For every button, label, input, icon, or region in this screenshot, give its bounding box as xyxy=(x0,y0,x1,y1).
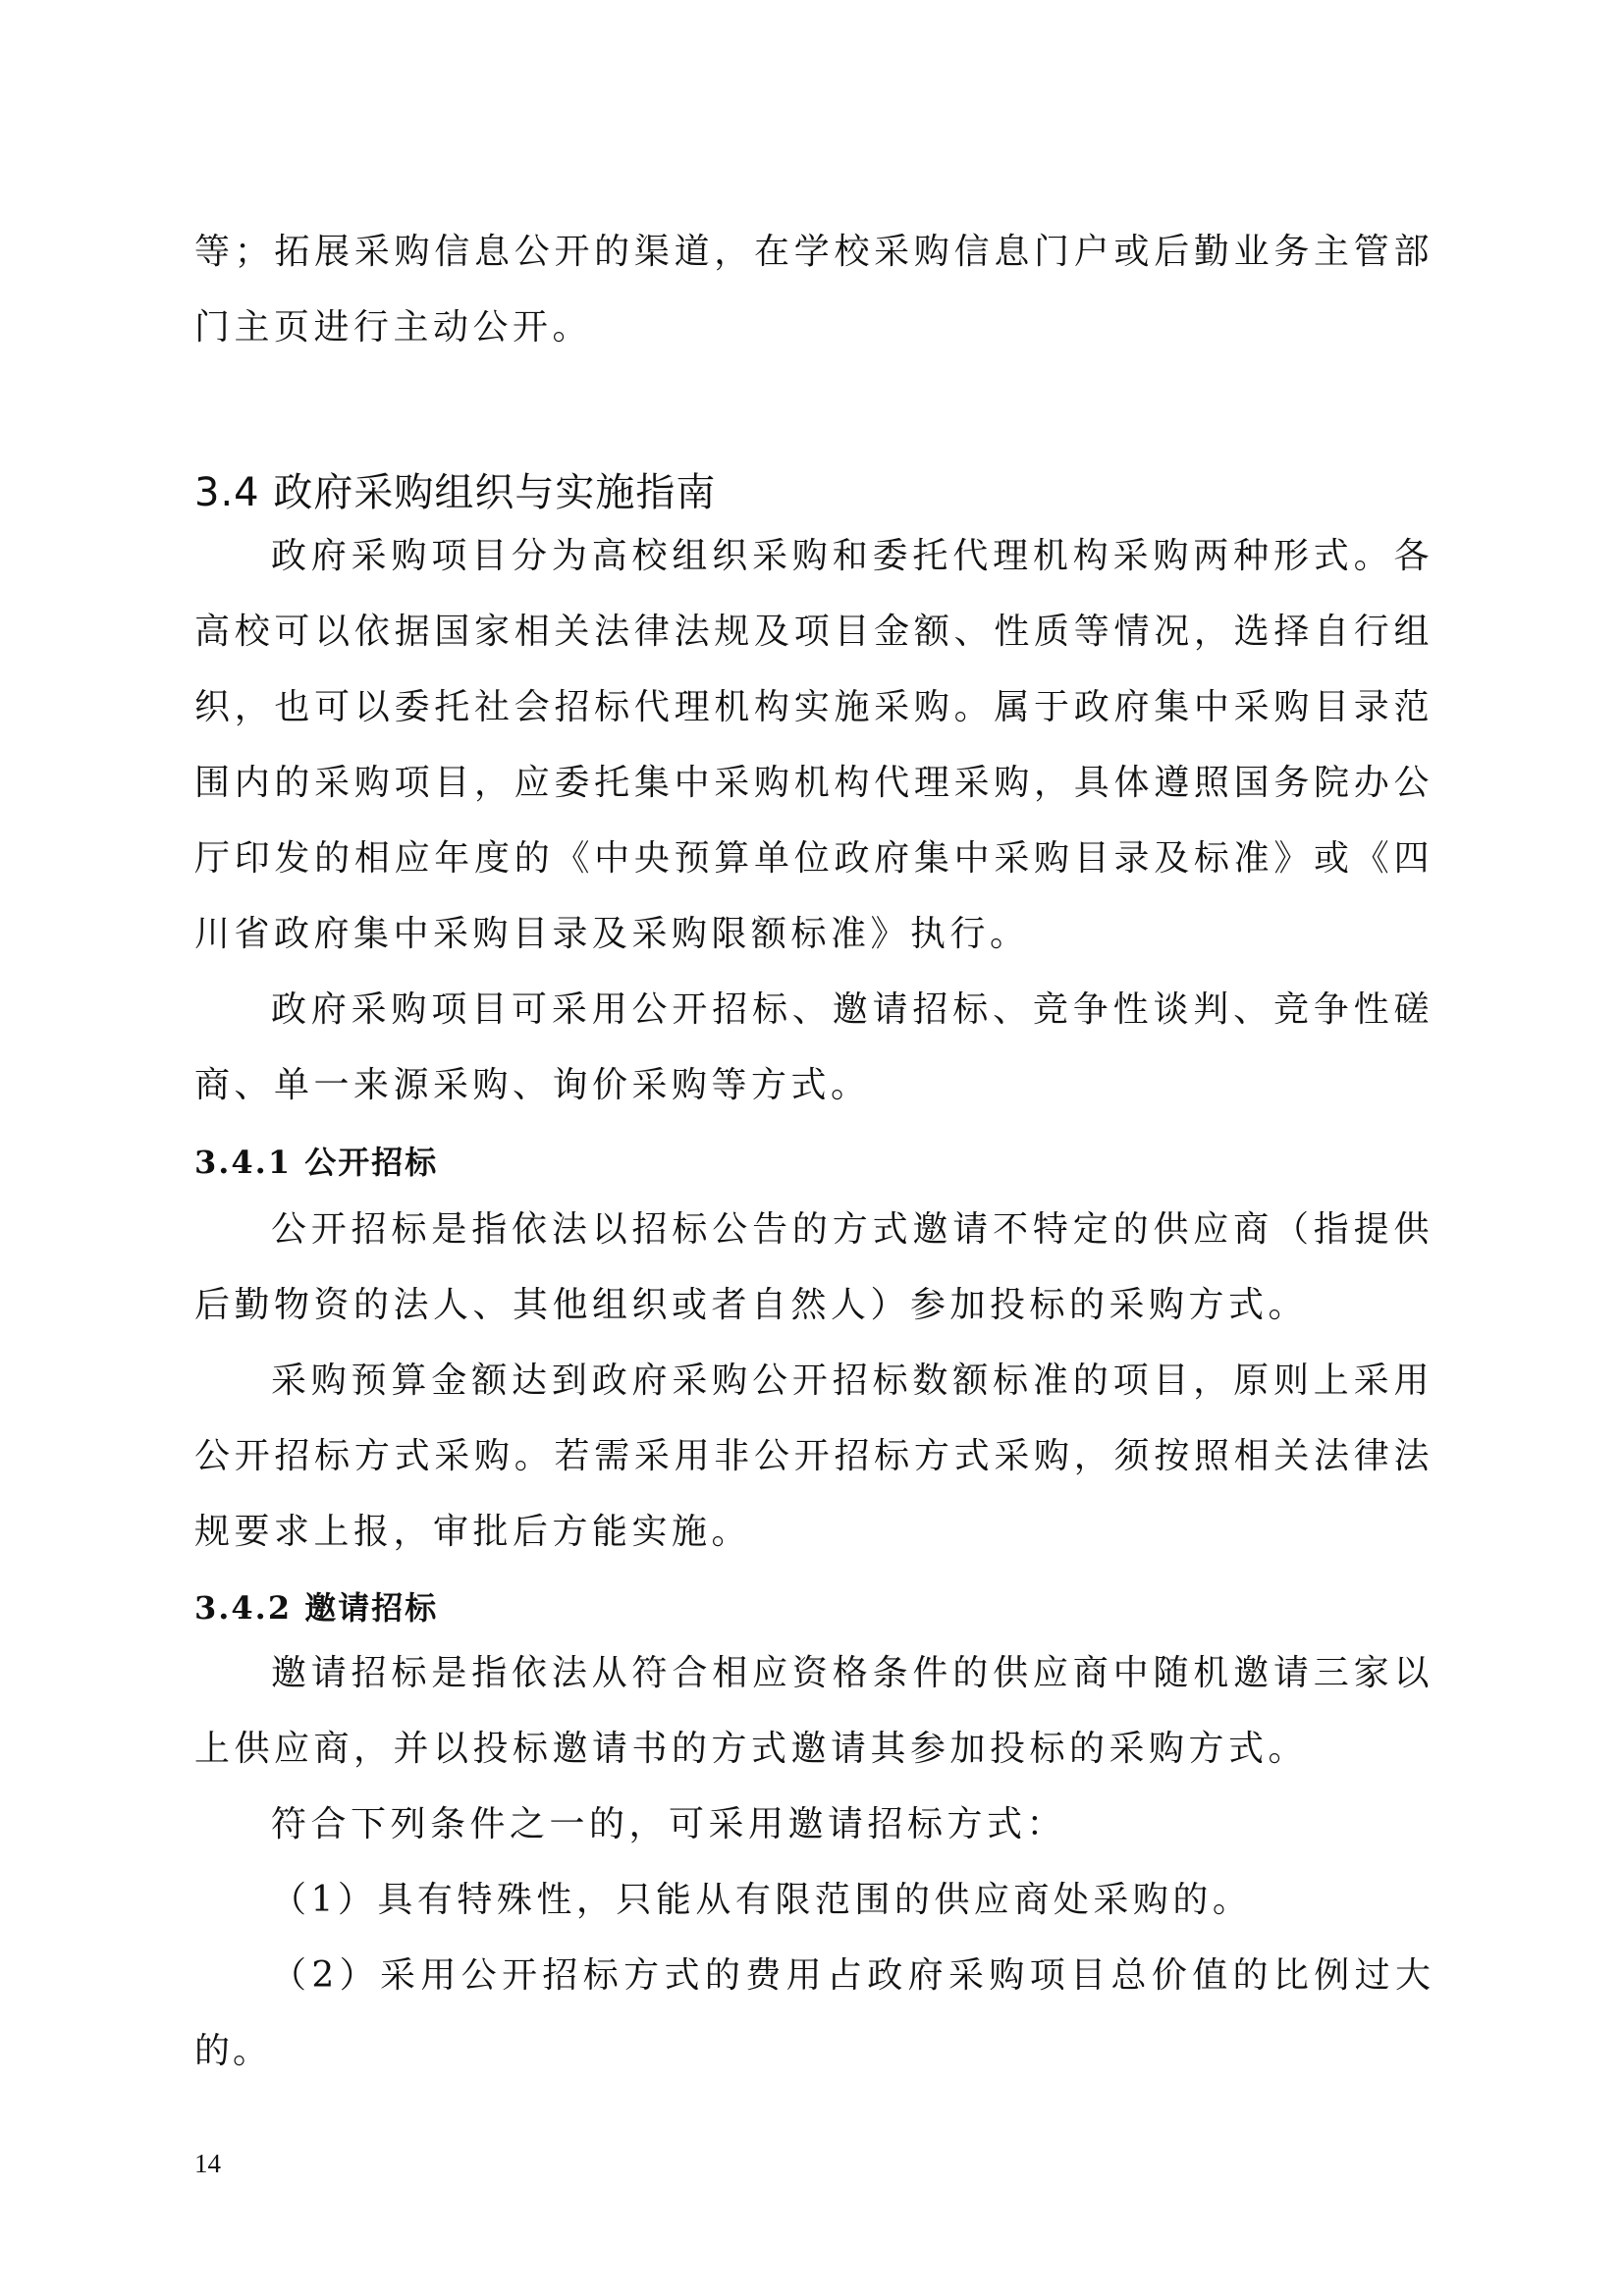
section-3-4-body xyxy=(194,518,1434,1123)
section-title-3-4-2: 3.4.2 邀请招标 xyxy=(194,1589,439,1627)
continued-text-block xyxy=(194,214,1434,365)
body-paragraph: 采购预算金额达到政府采购公开招标数额标准的项目，原则上采用公开招标方式采购。若需采用非公开招标方式采购，须按照相关法律法规要求上报，审批后方能实施。 xyxy=(194,1361,1434,1552)
section-title-3-4: 3.4 政府采购组织与实施指南 xyxy=(194,470,717,515)
page-number: 14 xyxy=(194,2149,221,2178)
section-3-4 xyxy=(194,463,1434,522)
continued-paragraph: 等；拓展采购信息公开的渠道，在学校采购信息门户或后勤业务主管部门主页进行主动公开。 xyxy=(194,232,1434,347)
section-3-4-2-body xyxy=(194,1635,1434,2089)
section-3-4-1-body xyxy=(194,1192,1434,1570)
body-paragraph: 政府采购项目分为高校组织采购和委托代理机构采购两种形式。各高校可以依据国家相关法律法规及项目金额、性质等情况，选择自行组织，也可以委托社会招标代理机构实施采购。属于政府集中采购目录范围内的采购项目，应委托集中采购机构代理采购，具体遵照国务院办公厅印发的相应年度的《中央预算单位政府集中采购目录及标准》或《四川省政府集中采购目录及采购限额标准》执行。 xyxy=(194,536,1434,954)
body-paragraph: 符合下列条件之一的，可采用邀请招标方式： xyxy=(271,1804,1067,1844)
section-3-4-1 xyxy=(194,1133,1434,1192)
body-paragraph: 邀请招标是指依法从符合相应资格条件的供应商中随机邀请三家以上供应商，并以投标邀请书的方式邀请其参加投标的采购方式。 xyxy=(194,1653,1434,1769)
condition-item: （1）具有特殊性，只能从有限范围的供应商处采购的。 xyxy=(271,1880,1253,1920)
body-paragraph: 政府采购项目可采用公开招标、邀请招标、竞争性谈判、竞争性磋商、单一来源采购、询价采购等方式。 xyxy=(194,989,1434,1105)
section-title-3-4-1: 3.4.1 公开招标 xyxy=(194,1144,439,1181)
section-3-4-2 xyxy=(194,1578,1434,1637)
body-paragraph: 公开招标是指依法以招标公告的方式邀请不特定的供应商（指提供后勤物资的法人、其他组织或者自然人）参加投标的采购方式。 xyxy=(194,1209,1434,1325)
condition-item: （2）采用公开招标方式的费用占政府采购项目总价值的比例过大的。 xyxy=(194,1955,1434,2071)
